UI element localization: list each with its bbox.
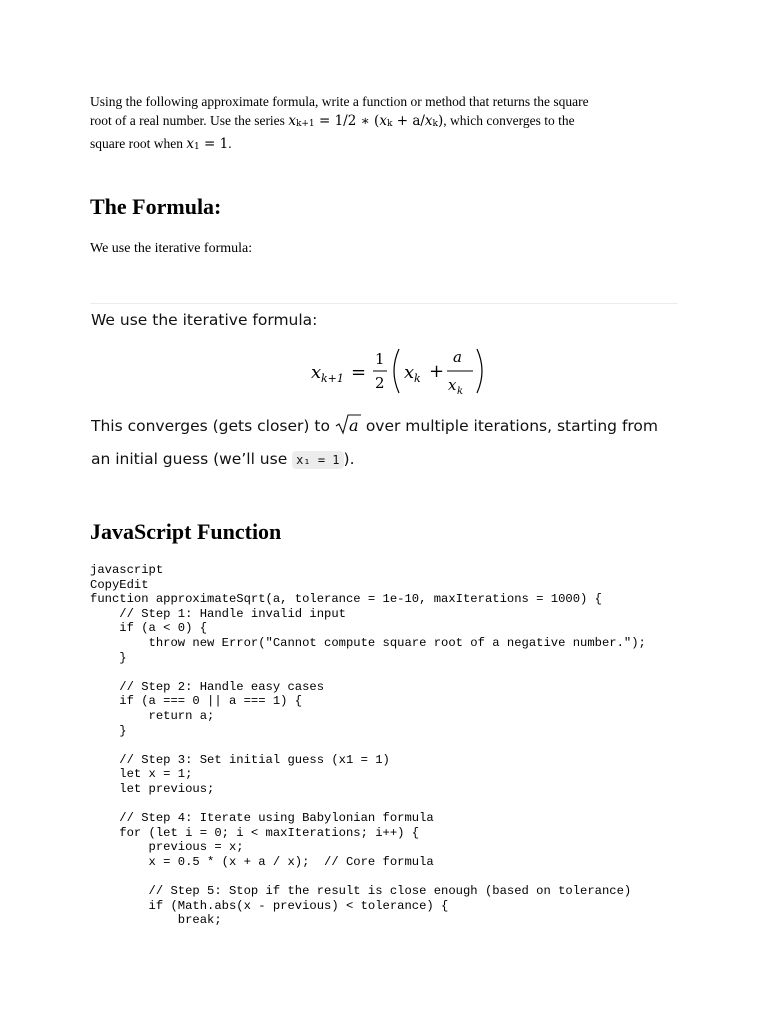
code-line — [90, 797, 646, 812]
convergence-text-3: ). — [343, 450, 355, 468]
formula-lhs-sub: k+1 — [321, 372, 344, 385]
formula-left-paren — [394, 349, 399, 393]
convergence-paragraph — [91, 412, 681, 475]
code-line: } — [90, 723, 127, 738]
formula-plus: + — [429, 361, 445, 382]
code-line — [90, 738, 646, 753]
series-var-2: x — [379, 113, 387, 129]
code-line: // Step 5: Stop if the result is close enough (based on tolerance) — [90, 884, 632, 899]
code-block — [90, 592, 646, 928]
code-line — [90, 665, 646, 680]
series-subscript-2: k — [386, 119, 393, 129]
code-line: if (Math.abs(x - previous) < tolerance) { — [90, 898, 449, 913]
formula-right-paren — [477, 349, 482, 393]
intro-paragraph — [90, 92, 610, 157]
convergence-text-1: This converges (gets closer) to — [91, 417, 335, 435]
series-mid-2: + a/ — [392, 113, 425, 129]
code-line: let previous; — [90, 781, 215, 796]
code-line: let x = 1; — [90, 767, 193, 782]
init-formula — [186, 136, 228, 152]
intro-text-1: Using the following approximate formula, write a function or method that returns the square root of a real number. Use the series — [90, 94, 589, 128]
sqrt-symbol — [335, 413, 361, 445]
code-line: } — [90, 650, 127, 665]
code-line: // Step 3: Set initial guess (x1 = 1) — [90, 752, 390, 767]
code-language-label: javascript — [90, 563, 164, 577]
formula-a-num: a — [453, 348, 462, 366]
formula-inner-sub: k — [414, 372, 421, 385]
code-line: for (let i = 0; i < maxIterations; i++) { — [90, 825, 420, 840]
formula-a-den-sub: k — [457, 386, 464, 397]
init-equals: = 1 — [199, 136, 229, 152]
series-formula — [288, 113, 443, 129]
series-var: x — [288, 113, 296, 129]
intro-text-3: . — [228, 136, 232, 151]
code-line — [90, 869, 646, 884]
code-line: previous = x; — [90, 840, 244, 855]
code-line: // Step 1: Handle invalid input — [90, 606, 346, 621]
code-line: break; — [90, 913, 222, 928]
code-line: if (a < 0) { — [90, 621, 208, 636]
initial-guess-chip: x₁ = 1 — [292, 451, 343, 469]
copy-edit-label[interactable]: CopyEdit — [90, 577, 149, 592]
code-line: // Step 2: Handle easy cases — [90, 679, 325, 694]
code-line: // Step 4: Iterate using Babylonian formula — [90, 811, 434, 826]
code-line: return a; — [90, 708, 215, 723]
formula-heading: The Formula: — [90, 194, 222, 219]
series-subscript: k+1 — [295, 119, 315, 129]
formula-half-den: 2 — [375, 374, 385, 392]
code-line: if (a === 0 || a === 1) { — [90, 694, 303, 709]
series-mid-1: = 1/2 ∗ ( — [314, 113, 380, 129]
js-heading: JavaScript Function — [90, 519, 282, 544]
code-line: x = 0.5 * (x + a / x); // Core formula — [90, 854, 434, 869]
formula-lead-text: We use the iterative formula: — [90, 241, 253, 256]
formula-equals: = — [351, 362, 367, 383]
answer-lead-text: We use the iterative formula: — [91, 311, 318, 329]
formula-a-den-var: x — [448, 376, 457, 394]
init-subscript: 1 — [193, 142, 200, 152]
intro-text-2: , which converges to the square root when — [90, 113, 575, 151]
formula-inner-var: x — [404, 362, 415, 383]
series-var-3: x — [424, 113, 433, 129]
code-line: throw new Error("Cannot compute square root of a negative number."); — [90, 635, 646, 650]
init-var: x — [186, 136, 194, 152]
formula-half-num: 1 — [375, 350, 385, 368]
iteration-formula — [305, 340, 505, 400]
sqrt-argument: a — [348, 416, 359, 435]
convergence-text-2: over multiple iterations, starting from an initial guess (we’ll use — [91, 417, 659, 468]
pasted-answer-block — [90, 303, 678, 474]
formula-lhs-var: x — [311, 362, 322, 383]
code-line: function approximateSqrt(a, tolerance = 1e-10, maxIterations = 1000) { — [90, 592, 602, 607]
series-subscript-3: k — [432, 119, 439, 129]
series-close: ) — [438, 113, 444, 129]
